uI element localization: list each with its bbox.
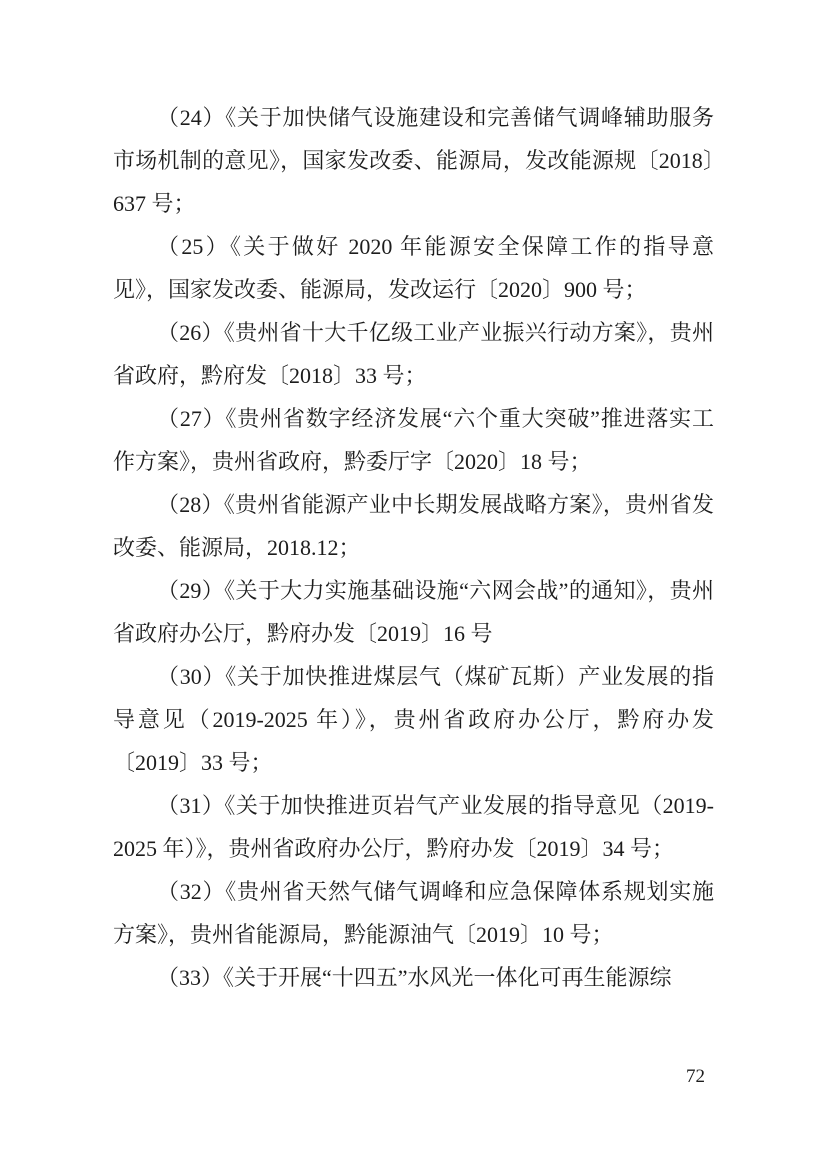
reference-item-33: （33）《关于开展“十四五”水风光一体化可再生能源综 <box>157 965 672 990</box>
reference-item-25: （25）《关于做好 2020 年能源安全保障工作的指导意见》，国家发改委、能源局，发改运行〔2020〕900 号； <box>113 234 714 302</box>
reference-item-29: （29）《关于大力实施基础设施“六网会战”的通知》，贵州省政府办公厅，黔府办发〔2019〕16 号 <box>113 578 714 646</box>
reference-item-26: （26）《贵州省十大千亿级工业产业振兴行动方案》，贵州省政府，黔府发〔2018〕33 号； <box>113 320 714 388</box>
reference-item-30: （30）《关于加快推进煤层气（煤矿瓦斯）产业发展的指导意见（2019-2025 年）》，贵州省政府办公厅，黔府办发〔2019〕33 号； <box>113 664 714 775</box>
reference-item-28: （28）《贵州省能源产业中长期发展战略方案》，贵州省发改委、能源局，2018.12； <box>113 492 714 560</box>
reference-item-31: （31）《关于加快推进页岩气产业发展的指导意见（2019-2025 年）》，贵州省政府办公厅，黔府办发〔2019〕34 号； <box>113 793 714 861</box>
reference-item-24: （24）《关于加快储气设施建设和完善储气调峰辅助服务市场机制的意见》，国家发改委、能源局，发改能源规〔2018〕637 号； <box>113 105 714 216</box>
reference-item-27: （27）《贵州省数字经济发展“六个重大突破”推进落实工作方案》，贵州省政府，黔委厅字〔2020〕18 号； <box>113 406 714 474</box>
page-number: 72 <box>686 1066 705 1087</box>
document-body <box>113 96 714 999</box>
reference-item-32: （32）《贵州省天然气储气调峰和应急保障体系规划实施方案》，贵州省能源局，黔能源油气〔2019〕10 号； <box>113 879 714 947</box>
